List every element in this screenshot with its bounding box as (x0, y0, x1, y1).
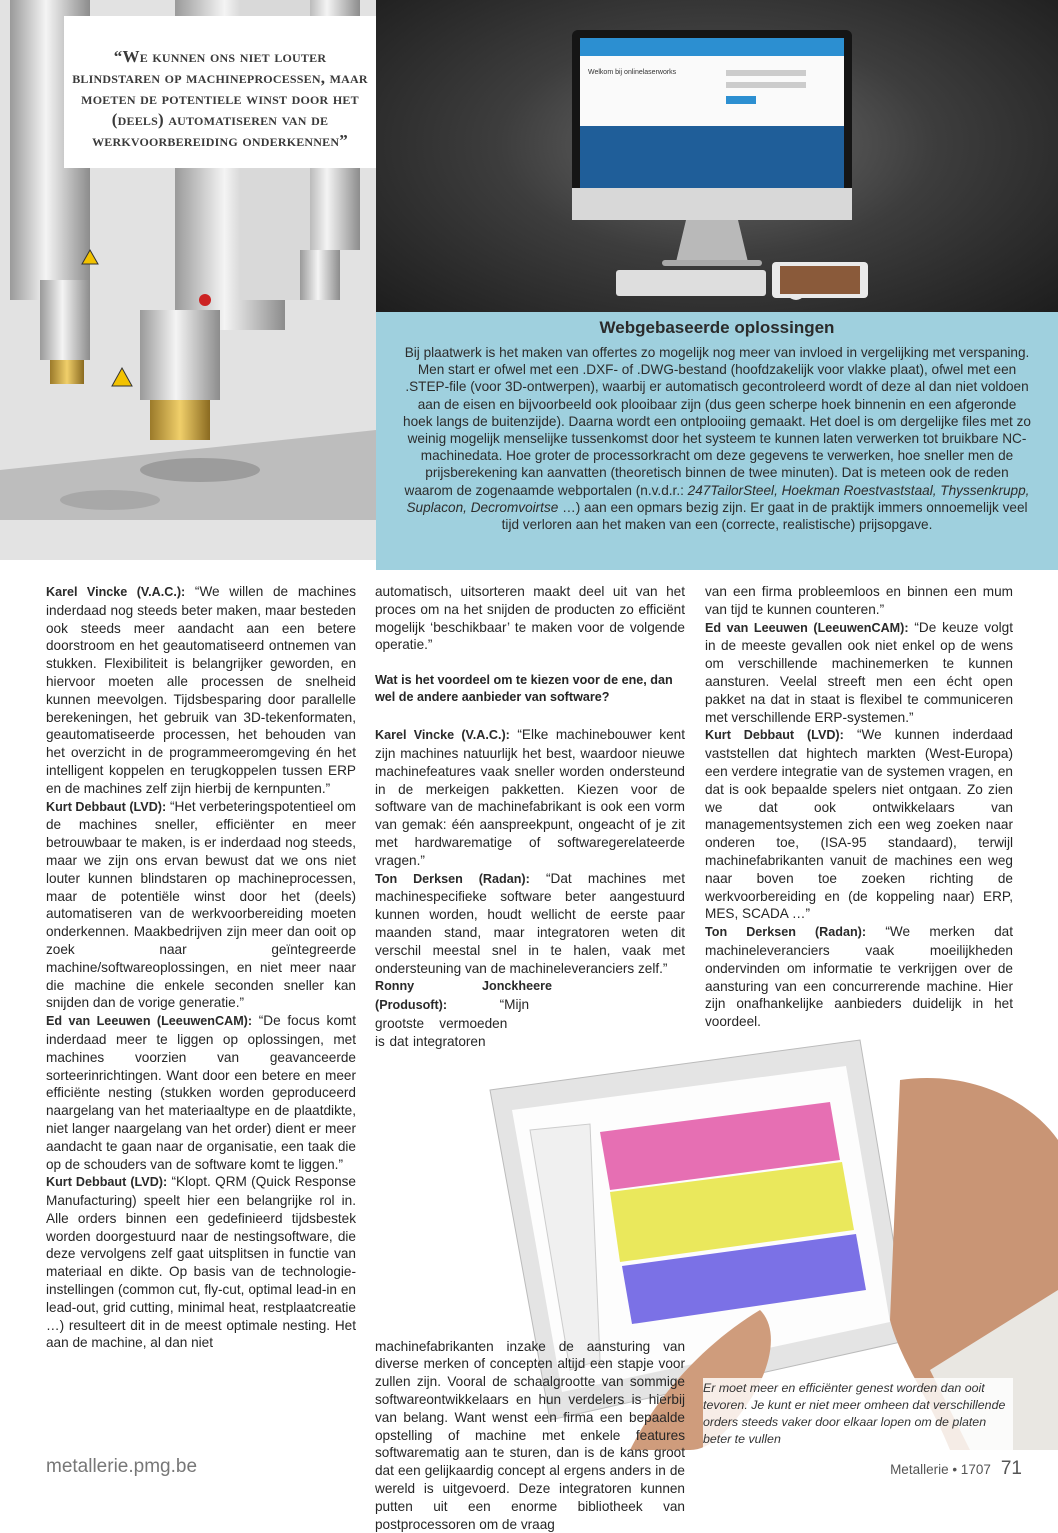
footer-issue (890, 1458, 1022, 1480)
paragraph (705, 619, 1013, 727)
paragraph-text: “Het verbeteringspotentieel om de machines sneller, efficiënter en meer betrouwbaar te maken, is er inderdaad nog steeds, maar we zijn ons ervan bewust dat we ons niet louter kunnen blindstaren op machineprocessen, maar de potentiële winst door het (deels) automatiseren van de werkvoorbereiding moeten onderkennen. Maakbedrijven zijn meer dan ooit op zoek naar geïntegreerde machine/softwareoplossingen, en niet meer naar die machine die enkele seconden sneller kan snijden dan de vorige generatie.” (46, 798, 357, 1011)
speaker-name: Ed van Leeuwen (LeeuwenCAM): (705, 620, 909, 635)
paragraph (705, 726, 1013, 923)
page-number: 71 (1000, 1458, 1022, 1479)
footer-website-link[interactable]: metallerie.pmg.be (46, 1456, 198, 1477)
paragraph (46, 583, 356, 798)
paragraph-text: “Elke machinebouwer kent zijn machines natuurlijk het best, waardoor nieuwe machinefeatures vaak sneller worden ondersteund in de merkeigen pakketten. Kiezen voor de software van de machinefabrikant is ook een vorm van gemak: één aanspreekpunt, ongeacht of je zit met hardwarematige of softwaregerelateerde vragen.” (375, 727, 686, 868)
paragraph (46, 1173, 356, 1352)
sidebar-body-part1: Bij plaatwerk is het maken van offertes zo mogelijk nog meer van invloed in vergelijking met verspaning. Men start er ofwel met een .DXF- of .DWG-bestand (hoofdzakelijk voor vlakke plaat), ofwel met een .STEP-file (voor 3D-ontwerpen), waarbij er automatisch gecontroleerd wordt of deze al dan niet voldoen aan de eisen en bijvoorbeeld ook plooibaar zijn (dus geen scherpe hoek binnenin en een afgeronde hoek langs de buitenzijde). Daarna wordt een ontplooiing gemaakt. Het doel is om dergelijke files met zo weinig mogelijk menselijke tussenkomst door het systeem te kunnen laten verwerken tot bruikbare NC-machinedata. Hoe groter de processorkracht om deze gegevens te verwerken, hoe sneller men de prijsberekening kan aanvatten (theoretisch binnen de twee minuten). Dat is meteen ook de reden waarom de zogenaamde webportalen (n.v.d.r.: (403, 345, 1031, 498)
article-column-2 (375, 583, 685, 1533)
magazine-issue: Metallerie • 1707 (890, 1462, 991, 1477)
imac-photo (376, 0, 1058, 320)
paragraph: van een firma probleemloos en binnen een mum van tijd te kunnen counteren.” (705, 584, 1013, 617)
sidebar-body-part2: …) aan een opmars bezig zijn. Er gaat in de praktijk immers onnoemelijk veel tijd verloren aan het maken van een (correcte, realistische) prijsopgave. (501, 499, 1028, 533)
sidebar-box (376, 312, 1058, 570)
pull-quote: “We kunnen ons niet louter blindstaren op machineprocessen, maar moeten de potentiele winst door het (deels) automatiseren van de werkvoorbereiding onderkennen” (72, 47, 368, 150)
sidebar-title: Webgebaseerde oplossingen (599, 318, 835, 337)
paragraph-text: “We willen de machines inderdaad nog steeds beter maken, maar besteden ook steeds meer aandacht aan een betere doorstroom en het geautomatiseerd ontnemen van stukken. Flexibiliteit is belangrijker geworden, en hiervoor moeten alle processen de snelheid kunnen meevolgen. Tijdsbesparing door parallelle berekeningen, het gebruik van 3D-tekenformaten, geautomatiseerde processen, het behouden van het overzicht in de programmeeromgeving én het intelligent koppelen en terugkoppelen tussen ERP en de machines zelf zijn hierbij de kernpunten.” (46, 584, 356, 796)
photo-caption: Er moet meer en efficiënter genest worden dan ooit tevoren. Je kunt er niet meer omheen dat verschillende orders steeds vaker door elkaar lopen om de platen beter te vullen (703, 1378, 1013, 1450)
paragraph (705, 923, 1013, 1031)
paragraph-text: “Mijn grootste vermoeden is dat integratoren machinefabrikanten inzake de aansturing van diverse merken of concepten altijd een stapje voor zullen zijn. Vooral de schaalgrootte van sommige softwareontwikkelaars en hun verdelers is hierbij van belang. Want wenst een firma een bepaalde opstelling of machine met enkele features softwarematig aan te sturen, dan is de kans groot dat een gelijkaardig concept al ergens anders in de wereld is uitgevoerd. Deze integratoren kunnen putten uit een enorme bibliotheek van postprocessoren om de vraag (375, 997, 685, 1532)
speaker-name: Ronny Jonckheere (Produsoft): (375, 979, 553, 1013)
speaker-name: Kurt Debbaut (LVD): (46, 1175, 168, 1190)
speaker-name: Kurt Debbaut (LVD): (705, 728, 844, 743)
speaker-name: Ed van Leeuwen (LeeuwenCAM): (46, 1014, 253, 1029)
paragraph-text: “De focus komt inderdaad meer te liggen op oplossingen, met machines voorzien van geavanceerde sorteerinrichtingen. Want door een betere en meer efficiënte nesting (stukken worden geproduceerd naargelang van het materiaaltype en de plaatdikte, niet langer naargelang van het order) dient er meer aandacht te gaan naar de organisatie, een taak die op de schouders van de software komt te liggen.” (46, 1013, 357, 1172)
paragraph-text: “Dat machines met machinespecifieke software beter aangestuurd kunnen worden, houdt wellicht de eerste paar maanden stand, maar integratoren weten dit verschil meestal snel in te halen, vaak met ondersteuning van de machineleveranciers zelf.” (375, 870, 685, 976)
paragraph: automatisch, uitsorteren maakt deel uit van het proces om na het snijden de producten zo efficiënt mogelijk ‘beschikbaar’ te maken voor de volgende operatie.” (375, 584, 685, 653)
article-column-1 (46, 583, 356, 1352)
pull-quote-box (64, 16, 376, 168)
sidebar-body-italic: 247TailorSteel, Hoekman Roestvaststaal, Thyssenkrupp, Suplacon, Decromvoirtse (406, 482, 1030, 515)
speaker-name: Ton Derksen (Radan): (705, 925, 867, 940)
paragraph-text: “Klopt. QRM (Quick Response Manufacturing) speelt hier een belangrijke rol in. Alle orders binnen een gedefinieerd tijdsbestek worden doorgestuurd naar de nestingsoftware, die deze vervolgens zelf gaat uitsplitsen in functie van materiaal en dikte. Op basis van de technologie-instellingen (common cut, fly-cut, optimal lead-in en lead-out, grid cutting, minimal heat, restplaatcreatie …) resulteert dit in de meest optimale nesting. Het aan de machine, al dan niet (46, 1174, 356, 1351)
screen-welcome-text: Welkom bij onlinelaserworks (588, 69, 677, 76)
speaker-name: Ton Derksen (Radan): (375, 871, 530, 886)
sidebar-body (402, 344, 1032, 533)
paragraph (46, 1012, 356, 1173)
speaker-name: Karel Vincke (V.A.C.): (46, 585, 186, 599)
paragraph-text: “De keuze volgt in de meeste gevallen ook niet enkel op de wens om verschillende machinemerken te kunnen aansturen. Veelal streeft men een écht open pakket na dat in staat is flexibel te communiceren met verschillende ERP-systemen.” (705, 619, 1013, 725)
interview-question: Wat is het voordeel om te kiezen voor de ene, dan wel de andere aanbieder van software? (375, 673, 673, 705)
article-column-3 (705, 583, 1013, 1031)
paragraph-text: “We kunnen inderdaad vaststellen dat hightech markten (West-Europa) een verdere integratie van de systemen vragen, en dat is ook bepaalde spelers niet ontgaan. Zo zien we dat ook ontwikkelaars van managementsystemen zich een weg zoeken naar onderen toe, (ISA-95 standaard), terwijl machinefabrikanten vanuit de machines een weg naar boven toe zoeken richting de werkvoorbereiding en (de koppeling naar) ERP, MES, SCADA …” (705, 727, 1013, 922)
paragraph (46, 798, 356, 1013)
paragraph (375, 870, 685, 978)
paragraph-text: “We merken dat machineleveranciers vaak moeilijkheden ondervinden om informatie te verkrijgen over de aansturing van een concurrerende machine. Hier zijn onafhankelijke aanbieders duidelijk in het voordeel. (705, 924, 1013, 1030)
paragraph (375, 726, 685, 869)
speaker-name: Karel Vincke (V.A.C.): (375, 728, 510, 743)
speaker-name: Kurt Debbaut (LVD): (46, 799, 167, 814)
